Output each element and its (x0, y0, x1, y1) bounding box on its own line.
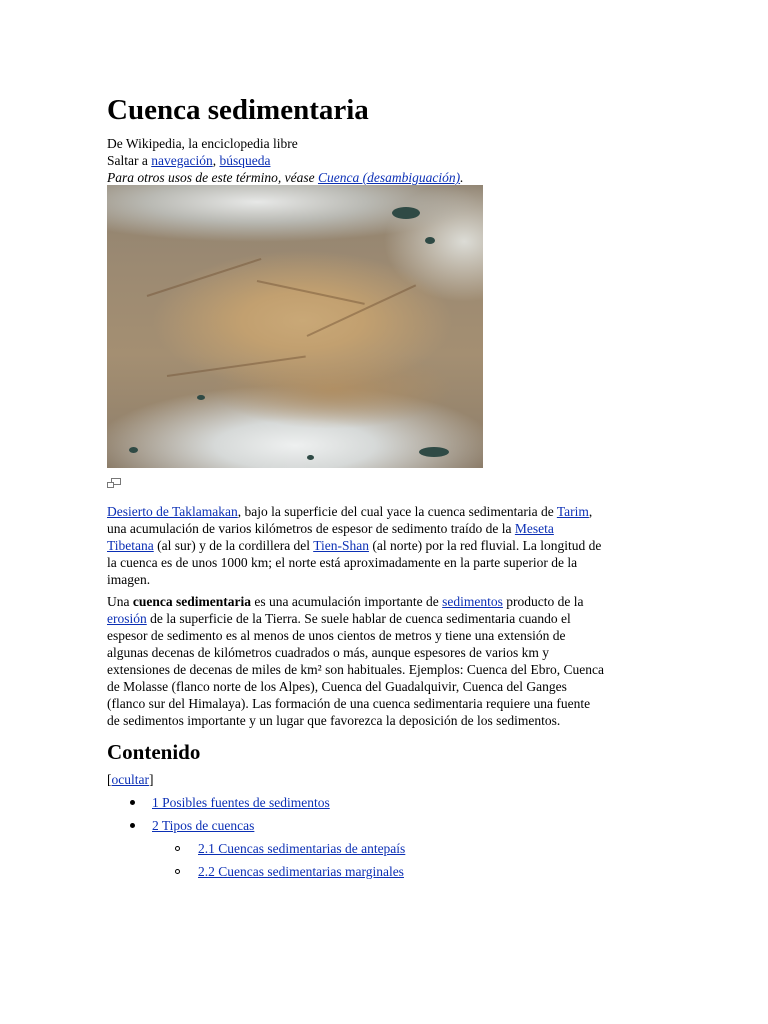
intro-paragraph (107, 593, 667, 729)
body-text: es una acumulación importante de (250, 594, 443, 609)
toc-heading: Contenido (107, 740, 201, 764)
caption-text: la cuenca es de unos 1000 km; el norte está aproximadamente en la parte superior de la (107, 555, 578, 570)
bullet-circle (175, 846, 180, 851)
caption-text: , (588, 504, 593, 519)
disambig-note (107, 169, 463, 186)
body-text: de Molasse (flanco norte de los Alpes), Cuenca del Guadalquivir, Cuenca del Ganges (107, 679, 567, 694)
jump-navigation-link[interactable]: navegación (151, 153, 213, 168)
link-erosion[interactable]: erosión (107, 611, 147, 626)
lake (129, 447, 138, 453)
jump-sep: , (212, 153, 220, 168)
river-ridge (167, 356, 306, 377)
toc-item-2-2[interactable]: 2.2 Cuencas sedimentarias marginales (198, 864, 404, 879)
toc-bracket: ] (148, 772, 154, 787)
toc-item-1[interactable]: 1 Posibles fuentes de sedimentos (152, 795, 330, 810)
body-text: producto de la (502, 594, 584, 609)
disambig-link[interactable]: Cuenca (desambiguación) (317, 170, 461, 185)
river-ridge (257, 280, 365, 305)
body-text: extensiones de decenas de miles de km² son habituales. Ejemplos: Cuenca del Ebro, Cuenca (107, 662, 605, 677)
lake (197, 395, 205, 400)
caption-text: una acumulación de varios kilómetros de espesor de sedimento traído de la (107, 521, 515, 536)
link-sedimentos[interactable]: sedimentos (442, 594, 503, 609)
page-title: Cuenca sedimentaria (107, 94, 369, 126)
toc-bracket: [ (107, 772, 112, 787)
body-text: de la superficie de la Tierra. Se suele hablar de cuenca sedimentaria cuando el (146, 611, 571, 626)
bullet-disc (130, 800, 135, 805)
body-text: espesor de sedimento es al menos de unos cientos de metros y tiene una extensión de (107, 628, 566, 643)
bullet-circle (175, 869, 180, 874)
jump-links (107, 152, 270, 169)
link-tarim[interactable]: Tarim (556, 504, 589, 519)
caption-text: (al norte) por la red fluvial. La longitud de (368, 538, 602, 553)
link-taklamakan[interactable]: Desierto de Taklamakan (107, 504, 238, 519)
body-text: Una (107, 594, 133, 609)
link-meseta-tibetana[interactable]: Meseta (514, 521, 554, 536)
term-bold: cuenca sedimentaria (132, 594, 251, 609)
image-caption (107, 503, 667, 588)
river-ridge (147, 258, 262, 297)
body-text: algunas decenas de kilómetros cuadrados o más, aunque espesores de varios km y (107, 645, 549, 660)
toc-hide-link[interactable]: ocultar (111, 772, 149, 787)
jump-prefix: Saltar a (107, 153, 152, 168)
toc-item-2[interactable]: 2 Tipos de cuencas (152, 818, 255, 833)
lake (419, 447, 449, 457)
disambig-suffix: . (460, 170, 464, 185)
lake (425, 237, 435, 244)
caption-text: , bajo la superficie del cual yace la cuenca sedimentaria de (237, 504, 557, 519)
bullet-disc (130, 823, 135, 828)
site-sub: De Wikipedia, la enciclopedia libre (107, 136, 298, 151)
body-text: de sedimentos importante y un lugar que favorezca la deposición de los sedimentos. (107, 713, 561, 728)
disambig-prefix: Para otros usos de este término, véase (107, 170, 318, 185)
lake (392, 207, 420, 219)
river-ridge (307, 284, 417, 337)
link-meseta-tibetana[interactable]: Tibetana (107, 538, 154, 553)
toc-toggle (107, 771, 153, 788)
caption-text: (al sur) y de la cordillera del (153, 538, 314, 553)
caption-text: imagen. (107, 572, 151, 587)
toc-item-2-1[interactable]: 2.1 Cuencas sedimentarias de antepaís (198, 841, 406, 856)
jump-search-link[interactable]: búsqueda (219, 153, 271, 168)
magnify-clip-icon[interactable] (107, 478, 121, 488)
lake (307, 455, 314, 460)
taklamakan-satellite-image[interactable] (107, 185, 483, 468)
body-text: (flanco sur del Himalaya). Las formación de una cuenca sedimentaria requiere una fuente (107, 696, 591, 711)
link-tien-shan[interactable]: Tien-Shan (313, 538, 369, 553)
